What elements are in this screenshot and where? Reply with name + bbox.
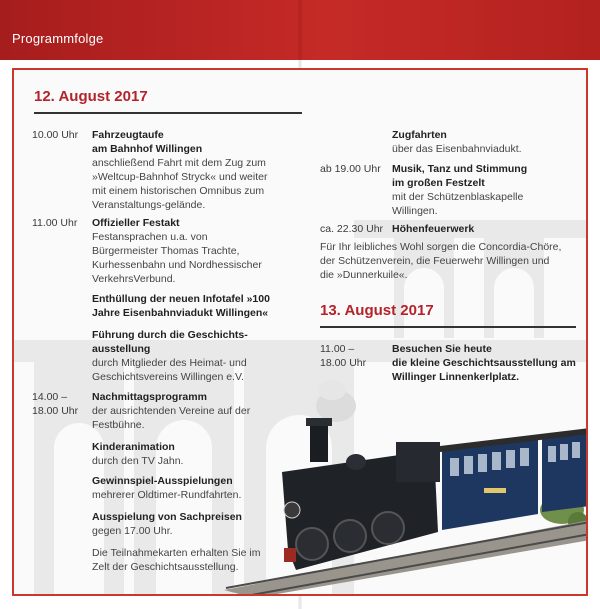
section-label: Programmfolge xyxy=(12,31,104,46)
program-entry xyxy=(392,342,576,384)
time-label: 11.00 Uhr xyxy=(32,217,78,229)
time-label xyxy=(32,390,78,418)
time-label: ab 19.00 Uhr xyxy=(320,163,381,175)
divider xyxy=(320,326,576,328)
program-entry xyxy=(392,128,522,156)
time-label xyxy=(320,342,366,370)
date-heading-day2: 13. August 2017 xyxy=(320,302,434,319)
program-frame xyxy=(12,68,588,596)
closing-note xyxy=(92,546,260,574)
divider xyxy=(34,112,302,114)
entry-desc: Festansprachen u.a. von xyxy=(92,231,208,243)
entry-title: Jahre Eisenbahnviadukt Willingen« xyxy=(92,307,269,319)
note-line: Die Teilnahmekarten erhalten Sie im xyxy=(92,547,261,559)
entry-desc: mit einem historischen Omnibus zum xyxy=(92,185,265,197)
program-entry xyxy=(92,328,248,384)
time-end: 18.00 Uhr xyxy=(320,357,367,369)
entry-desc: gegen 17.00 Uhr. xyxy=(92,525,173,537)
note-line: Für Ihr leibliches Wohl sorgen die Concordia-Chöre, xyxy=(320,241,562,253)
program-entry xyxy=(392,222,474,236)
entry-title: Offizieller Festakt xyxy=(92,217,180,229)
entry-title: Musik, Tanz und Stimmung xyxy=(392,163,528,175)
entry-desc: Willingen. xyxy=(392,205,438,217)
entry-title: Ausspielung von Sachpreisen xyxy=(92,511,242,523)
program-entry xyxy=(92,128,267,212)
entry-title: Führung durch die Geschichts- xyxy=(92,329,248,341)
entry-title: Zugfahrten xyxy=(392,129,447,141)
time-label: 10.00 Uhr xyxy=(32,129,79,141)
entry-desc: der ausrichtenden Vereine auf der xyxy=(92,405,251,417)
entry-desc: Bürgermeister Thomas Trachte, xyxy=(92,245,240,257)
program-entry xyxy=(92,292,270,320)
entry-desc: über das Eisenbahnviadukt. xyxy=(392,143,522,155)
program-entry xyxy=(92,216,262,286)
entry-desc: Veranstaltungs-gelände. xyxy=(92,199,206,211)
time-start: 11.00 – xyxy=(320,343,355,355)
entry-title: ausstellung xyxy=(92,343,151,355)
entry-desc: mit der Schützenblaskapelle xyxy=(392,191,524,203)
entry-title: Fahrzeugtaufe xyxy=(92,129,164,141)
entry-desc: VerkehrsVerbund. xyxy=(92,273,176,285)
entry-title: am Bahnhof Willingen xyxy=(92,143,203,155)
entry-title: Enthüllung der neuen Infotafel »100 xyxy=(92,293,270,305)
entry-title: die kleine Geschichtsausstellung am xyxy=(392,357,576,369)
entry-desc: anschließend Fahrt mit dem Zug zum xyxy=(92,157,266,169)
entry-title: Gewinnspiel-Ausspielungen xyxy=(92,475,233,487)
note-line: die »Dunnerkuile«. xyxy=(320,269,408,281)
program-entry xyxy=(92,390,250,432)
note-line: Zelt der Geschichtsausstellung. xyxy=(92,561,239,573)
time-label: ca. 22.30 Uhr xyxy=(320,223,384,235)
catering-note xyxy=(320,240,561,282)
note-line: der Schützenverein, die Feuerwehr Willingen und xyxy=(320,255,550,267)
entry-title: Willinger Linnenkerlplatz. xyxy=(392,371,520,383)
entry-desc: Festbühne. xyxy=(92,419,145,431)
entry-title: Höhenfeuerwerk xyxy=(392,223,475,235)
entry-title: Nachmittagsprogramm xyxy=(92,391,207,403)
entry-desc: Kurhessenbahn und Nordhessischer xyxy=(92,259,262,271)
program-entry xyxy=(92,510,242,538)
program-entry xyxy=(92,440,183,468)
entry-desc: durch Mitglieder des Heimat- und xyxy=(92,357,247,369)
entry-title: im großen Festzelt xyxy=(392,177,485,189)
entry-desc: »Weltcup-Bahnhof Stryck« und weiter xyxy=(92,171,268,183)
date-heading-day1: 12. August 2017 xyxy=(34,88,148,105)
program-entry xyxy=(92,474,241,502)
time-start: 14.00 – xyxy=(32,391,68,403)
entry-desc: durch den TV Jahn. xyxy=(92,455,184,467)
entry-title: Kinderanimation xyxy=(92,441,175,453)
entry-desc: Geschichtsvereins Willingen e.V. xyxy=(92,371,244,383)
program-entry xyxy=(392,162,527,218)
entry-desc: mehrerer Oldtimer-Rundfahrten. xyxy=(92,489,242,501)
time-end: 18.00 Uhr xyxy=(32,405,79,417)
entry-title: Besuchen Sie heute xyxy=(392,343,492,355)
